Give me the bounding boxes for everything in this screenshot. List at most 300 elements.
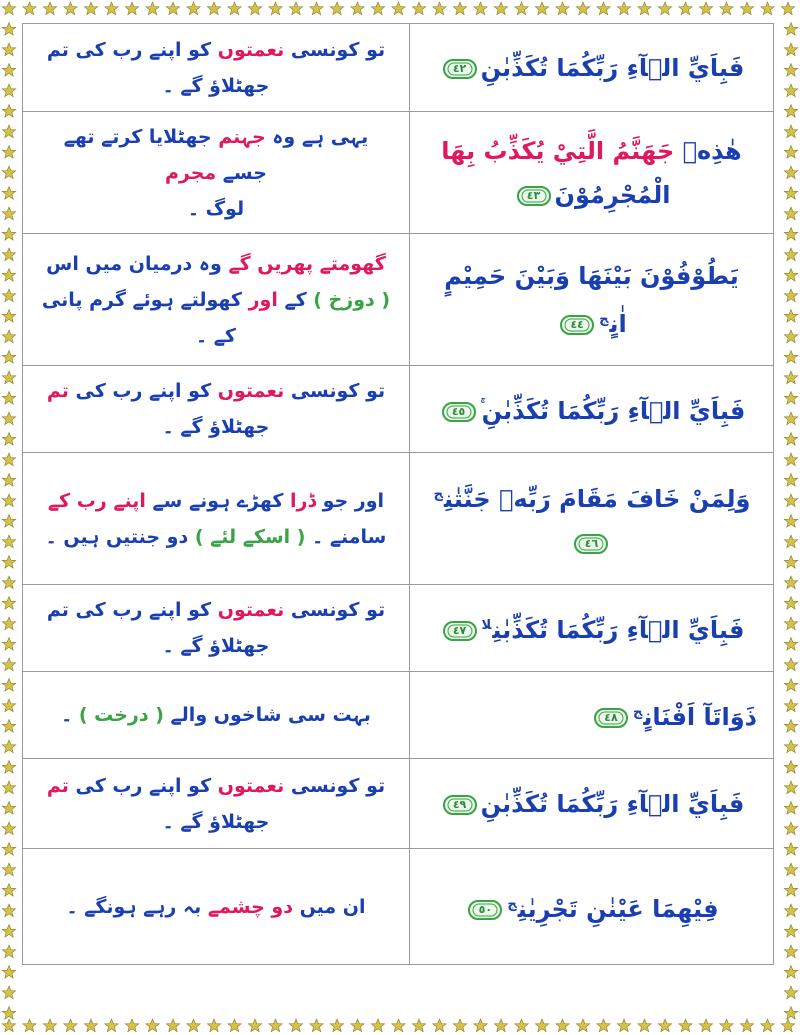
star-icon xyxy=(125,2,138,15)
star-icon xyxy=(784,904,797,917)
star-icon xyxy=(2,1007,15,1020)
table-row xyxy=(23,453,773,585)
star-icon xyxy=(784,64,797,77)
translation-line xyxy=(39,768,393,840)
star-icon xyxy=(784,761,797,774)
arabic-cell xyxy=(410,849,773,964)
star-icon xyxy=(2,556,15,569)
star-icon xyxy=(784,699,797,712)
text-segment: پھریں گے xyxy=(228,252,314,275)
waqf-mark: ج xyxy=(507,896,517,912)
text-segment: دو چشمے xyxy=(207,895,293,918)
text-segment: الَّتِيْ xyxy=(544,136,613,165)
star-icon xyxy=(576,2,589,15)
star-icon xyxy=(2,699,15,712)
star-icon xyxy=(64,2,77,15)
text-segment: جھٹلایا کرتے تھے جسے xyxy=(63,125,267,184)
star-icon xyxy=(228,1019,241,1032)
star-icon xyxy=(433,1019,446,1032)
ayah-number: ٤٦ xyxy=(584,536,599,550)
text-segment: کھڑے ہونے سے xyxy=(145,489,291,512)
translation-line xyxy=(66,889,365,925)
star-icon xyxy=(2,535,15,548)
star-icon xyxy=(784,986,797,999)
star-icon xyxy=(351,1019,364,1032)
star-icon xyxy=(784,146,797,159)
star-icon xyxy=(494,1019,507,1032)
translation-line xyxy=(39,246,393,282)
star-icon xyxy=(784,802,797,815)
star-icon xyxy=(784,576,797,589)
star-icon xyxy=(23,1019,36,1032)
star-icon xyxy=(784,228,797,241)
star-icon xyxy=(43,1019,56,1032)
ayah-number-icon xyxy=(560,314,594,336)
table-row xyxy=(23,112,773,234)
star-icon xyxy=(740,1019,753,1032)
text-segment: ذَوَاتَآ اَفْنَانٍ xyxy=(643,703,757,731)
waqf-mark: ج xyxy=(433,486,443,502)
star-icon xyxy=(453,1019,466,1032)
star-icon xyxy=(2,392,15,405)
translation-cell xyxy=(23,366,410,452)
arabic-line xyxy=(590,691,757,739)
star-icon xyxy=(617,1019,630,1032)
star-icon xyxy=(784,884,797,897)
arabic-line xyxy=(439,604,745,652)
star-icon xyxy=(535,2,548,15)
text-segment: دو جنتیں ہیں ۔ xyxy=(45,525,195,548)
star-icon xyxy=(2,125,15,138)
star-icon xyxy=(576,1019,589,1032)
star-icon xyxy=(228,2,241,15)
star-icon xyxy=(2,84,15,97)
star-icon xyxy=(784,23,797,36)
star-icon xyxy=(781,1019,794,1032)
star-icon xyxy=(784,84,797,97)
star-icon xyxy=(2,494,15,507)
star-icon xyxy=(781,2,794,15)
star-icon xyxy=(784,556,797,569)
arabic-line xyxy=(439,782,745,826)
translation-line xyxy=(39,191,393,227)
translation-line xyxy=(39,592,393,664)
translation-cell xyxy=(23,672,410,758)
star-icon xyxy=(105,2,118,15)
text-segment: کو اپنے رب کی xyxy=(68,774,218,797)
arabic-cell xyxy=(410,672,773,758)
table-row xyxy=(23,24,773,112)
star-icon xyxy=(2,638,15,651)
arabic-cell xyxy=(410,24,773,111)
star-icon xyxy=(679,1019,692,1032)
star-icon xyxy=(2,761,15,774)
star-icon xyxy=(2,802,15,815)
star-icon xyxy=(679,2,692,15)
star-icon xyxy=(740,2,753,15)
star-icon xyxy=(515,2,528,15)
star-icon xyxy=(784,822,797,835)
star-icon xyxy=(23,2,36,15)
star-icon xyxy=(784,781,797,794)
arabic-line xyxy=(439,46,745,90)
star-icon xyxy=(105,1019,118,1032)
arabic-line xyxy=(426,473,757,565)
star-icon xyxy=(2,945,15,958)
star-icon xyxy=(784,289,797,302)
star-icon xyxy=(784,679,797,692)
text-segment: لوگ ۔ xyxy=(187,197,245,220)
ayah-number-icon xyxy=(443,794,477,816)
star-icon xyxy=(433,2,446,15)
star-icon xyxy=(2,64,15,77)
star-icon xyxy=(556,2,569,15)
star-icon xyxy=(2,23,15,36)
star-icon xyxy=(597,2,610,15)
star-icon xyxy=(146,1019,159,1032)
star-icon xyxy=(761,2,774,15)
arabic-cell xyxy=(410,453,773,584)
star-icon xyxy=(412,1019,425,1032)
translation-line xyxy=(39,373,393,445)
star-icon xyxy=(784,843,797,856)
text-segment: ( اسکے لئے ) xyxy=(194,525,306,548)
star-icon xyxy=(2,679,15,692)
star-icon xyxy=(2,433,15,446)
text-segment: نعمتوں xyxy=(217,774,285,797)
star-icon xyxy=(310,2,323,15)
text-segment: کو اپنے رب کی xyxy=(68,380,218,402)
star-icon xyxy=(166,2,179,15)
arabic-cell xyxy=(410,112,773,233)
text-segment: جَهَنَّمُ xyxy=(612,136,675,165)
star-icon xyxy=(2,986,15,999)
star-icon xyxy=(2,843,15,856)
text-segment: جہنم xyxy=(218,125,266,148)
translation-cell xyxy=(23,24,410,111)
star-icon xyxy=(784,638,797,651)
text-segment: هٰذِهٖ xyxy=(674,136,742,165)
star-icon xyxy=(720,1019,733,1032)
star-icon xyxy=(371,1019,384,1032)
text-segment: کو اپنے رب کی تم جھٹلاؤ گے ۔ xyxy=(46,599,270,657)
star-icon xyxy=(2,925,15,938)
star-icon xyxy=(2,863,15,876)
table-row xyxy=(23,366,773,453)
text-segment: گھومتے xyxy=(313,252,386,275)
star-icon xyxy=(761,1019,774,1032)
star-icon xyxy=(784,351,797,364)
star-icon xyxy=(269,2,282,15)
waqf-mark: ج xyxy=(599,311,609,327)
star-icon xyxy=(248,1019,261,1032)
text-segment: وہ درمیان میں اس xyxy=(46,252,229,275)
star-icon xyxy=(187,2,200,15)
arabic-line xyxy=(426,254,757,346)
star-icon xyxy=(2,474,15,487)
text-segment: یہی ہے وہ xyxy=(265,125,369,148)
arabic-line xyxy=(441,129,741,173)
star-icon xyxy=(784,597,797,610)
text-segment: کو اپنے رب کی تم جھٹلاؤ گے ۔ xyxy=(46,38,270,97)
text-segment: اور xyxy=(248,288,278,311)
text-segment: ( درخت ) xyxy=(78,704,164,726)
star-icon xyxy=(2,904,15,917)
star-icon xyxy=(2,720,15,733)
star-icon xyxy=(720,2,733,15)
ayah-number-icon xyxy=(594,707,628,729)
arabic-line xyxy=(438,385,746,433)
star-icon xyxy=(784,166,797,179)
star-icon xyxy=(784,515,797,528)
star-icon xyxy=(2,658,15,671)
star-icon xyxy=(784,945,797,958)
star-icon xyxy=(617,2,630,15)
star-icon xyxy=(784,658,797,671)
star-icon xyxy=(515,1019,528,1032)
text-segment: مجرم xyxy=(164,161,217,184)
star-icon xyxy=(330,1019,343,1032)
star-icon xyxy=(784,617,797,630)
star-icon xyxy=(2,187,15,200)
text-segment: تو کونسی xyxy=(284,774,386,797)
star-icon xyxy=(43,2,56,15)
text-segment: اپنے رب کے xyxy=(47,489,146,512)
star-icon xyxy=(166,1019,179,1032)
star-icon xyxy=(784,207,797,220)
text-segment: نعمتوں xyxy=(217,38,285,61)
translation-line xyxy=(39,282,393,354)
star-icon xyxy=(784,269,797,282)
star-icon xyxy=(784,474,797,487)
star-icon xyxy=(2,781,15,794)
text-segment: تم xyxy=(46,380,69,402)
text-segment: فِيْهِمَا عَيْنٰنِ تَجْرِيٰنِ xyxy=(517,894,719,923)
star-icon xyxy=(64,1019,77,1032)
star-icon xyxy=(784,371,797,384)
star-icon xyxy=(784,720,797,733)
star-icon xyxy=(2,269,15,282)
arabic-cell xyxy=(410,759,773,848)
star-icon xyxy=(638,2,651,15)
text-segment: کھولتے ہوئے گرم پانی کے ۔ xyxy=(41,288,249,347)
star-icon xyxy=(125,1019,138,1032)
star-icon xyxy=(474,1019,487,1032)
text-segment: فَبِاَيِّ الۗآءِ رَبِّكُمَا تُكَذِّبٰنِ xyxy=(492,616,745,644)
star-icon xyxy=(699,2,712,15)
text-segment: کے xyxy=(277,288,314,311)
star-icon xyxy=(658,2,671,15)
star-icon xyxy=(207,2,220,15)
star-icon xyxy=(351,2,364,15)
text-segment: جھٹلاؤ گے ۔ xyxy=(162,810,270,833)
star-icon xyxy=(2,515,15,528)
text-segment: تم xyxy=(46,774,69,797)
star-icon xyxy=(2,822,15,835)
table-row xyxy=(23,234,773,366)
text-segment: فَبِاَيِّ الۗآءِ رَبِّكُمَا تُكَذِّبٰنِ xyxy=(480,789,745,818)
text-segment: ان میں xyxy=(292,895,366,918)
star-icon xyxy=(2,576,15,589)
ayah-number: ٤٤ xyxy=(570,317,584,331)
translation-line xyxy=(39,32,393,104)
text-segment: بہت سی شاخوں والے xyxy=(163,704,371,726)
ayah-number: ٤٢ xyxy=(452,61,467,75)
waqf-mark: لا xyxy=(481,618,492,633)
ayah-number-icon xyxy=(443,58,477,80)
star-icon xyxy=(784,863,797,876)
star-icon xyxy=(289,2,302,15)
text-segment: سامنے ۔ xyxy=(305,525,387,548)
text-segment: ( دوزخ ) xyxy=(313,288,391,311)
ayah-number: ٤٧ xyxy=(452,624,467,637)
text-segment: تو کونسی xyxy=(284,380,386,402)
ayah-number-icon xyxy=(443,620,477,642)
star-icon xyxy=(2,2,15,15)
text-segment: بہ رہے ہونگے ۔ xyxy=(66,895,208,918)
table-row xyxy=(23,585,773,672)
arabic-cell xyxy=(410,585,773,671)
star-icon xyxy=(2,248,15,261)
star-icon xyxy=(784,535,797,548)
arabic-cell xyxy=(410,234,773,365)
arabic-cell xyxy=(410,366,773,452)
text-segment: اور جو xyxy=(315,489,385,512)
star-icon xyxy=(2,740,15,753)
star-icon xyxy=(371,2,384,15)
star-icon xyxy=(269,1019,282,1032)
star-icon xyxy=(535,1019,548,1032)
star-icon xyxy=(2,453,15,466)
star-icon xyxy=(784,43,797,56)
star-icon xyxy=(330,2,343,15)
text-segment: فَبِاَيِّ الۗآءِ رَبِّكُمَا تُكَذِّبٰنِ xyxy=(480,53,745,82)
star-icon xyxy=(784,494,797,507)
star-icon xyxy=(784,925,797,938)
arabic-line xyxy=(441,173,741,217)
star-icon xyxy=(784,248,797,261)
translation-line xyxy=(61,697,371,733)
translation-cell xyxy=(23,234,410,365)
ayah-number: ٤٥ xyxy=(451,405,466,418)
ayah-number: ٥٠ xyxy=(478,902,493,916)
star-icon xyxy=(2,884,15,897)
star-icon xyxy=(784,412,797,425)
ayah-number-icon xyxy=(442,401,476,423)
star-icon xyxy=(784,740,797,753)
star-icon xyxy=(2,412,15,425)
ayah-number: ٤٨ xyxy=(604,711,618,724)
star-icon xyxy=(784,1007,797,1020)
star-icon xyxy=(638,1019,651,1032)
star-icon xyxy=(597,1019,610,1032)
text-segment: يَطُوْفُوْنَ بَيْنَهَا وَبَيْنَ حَمِيْمٍ اٰنٍ xyxy=(444,261,739,338)
text-segment: ۔ xyxy=(61,704,79,726)
star-icon xyxy=(784,433,797,446)
star-icon xyxy=(784,330,797,343)
star-icon xyxy=(658,1019,671,1032)
text-segment: يُكَذِّبُ بِهَا xyxy=(441,136,545,165)
text-segment: نعمتوں xyxy=(217,599,285,621)
star-icon xyxy=(392,1019,405,1032)
ayah-number: ٤٩ xyxy=(452,797,467,811)
translation-line xyxy=(46,519,387,555)
ayah-number-icon xyxy=(574,533,608,555)
table-row xyxy=(23,672,773,759)
star-icon xyxy=(2,1019,15,1032)
star-icon xyxy=(2,105,15,118)
text-segment: تو کونسی xyxy=(284,599,386,621)
star-icon xyxy=(2,207,15,220)
star-icon xyxy=(2,43,15,56)
waqf-mark: ج xyxy=(633,705,643,720)
star-icon xyxy=(412,2,425,15)
star-icon xyxy=(146,2,159,15)
star-icon xyxy=(556,1019,569,1032)
translation-line xyxy=(39,119,393,191)
translation-cell xyxy=(23,759,410,848)
star-icon xyxy=(2,146,15,159)
translation-cell xyxy=(23,112,410,233)
text-segment: وَلِمَنْ خَافَ مَقَامَ رَبِّهٖ جَنَّتٰنِ xyxy=(443,484,751,513)
text-segment: نعمتوں xyxy=(217,380,285,402)
star-icon xyxy=(2,310,15,323)
star-icon xyxy=(784,187,797,200)
star-icon xyxy=(2,966,15,979)
text-segment: جھٹلاؤ گے ۔ xyxy=(162,416,270,438)
verse-table xyxy=(22,23,774,965)
star-icon xyxy=(84,1019,97,1032)
text-segment: فَبِاَيِّ الۗآءِ رَبِّكُمَا تُكَذِّبٰنِ xyxy=(481,397,746,425)
text-segment: الْمُجْرِمُوْنَ xyxy=(554,180,671,209)
star-icon xyxy=(784,966,797,979)
star-icon xyxy=(784,392,797,405)
translation-cell xyxy=(23,849,410,964)
star-icon xyxy=(2,371,15,384)
star-icon xyxy=(2,330,15,343)
star-icon xyxy=(310,1019,323,1032)
star-icon xyxy=(453,2,466,15)
ayah-number-icon xyxy=(468,899,502,921)
translation-line xyxy=(46,483,387,519)
table-row xyxy=(23,759,773,849)
star-icon xyxy=(784,125,797,138)
arabic-line xyxy=(464,883,718,931)
translation-cell xyxy=(23,453,410,584)
star-icon xyxy=(84,2,97,15)
text-segment: ڈرا xyxy=(290,489,316,512)
star-icon xyxy=(289,1019,302,1032)
star-icon xyxy=(2,617,15,630)
star-icon xyxy=(2,351,15,364)
star-icon xyxy=(2,228,15,241)
star-icon xyxy=(784,310,797,323)
star-icon xyxy=(248,2,261,15)
star-icon xyxy=(187,1019,200,1032)
text-segment: تو کونسی xyxy=(284,38,386,61)
star-icon xyxy=(474,2,487,15)
ayah-number-icon xyxy=(517,185,551,207)
star-icon xyxy=(392,2,405,15)
star-icon xyxy=(784,105,797,118)
star-icon xyxy=(2,289,15,302)
star-icon xyxy=(207,1019,220,1032)
star-icon xyxy=(784,453,797,466)
translation-cell xyxy=(23,585,410,671)
star-icon xyxy=(494,2,507,15)
table-row xyxy=(23,849,773,964)
star-icon xyxy=(2,597,15,610)
